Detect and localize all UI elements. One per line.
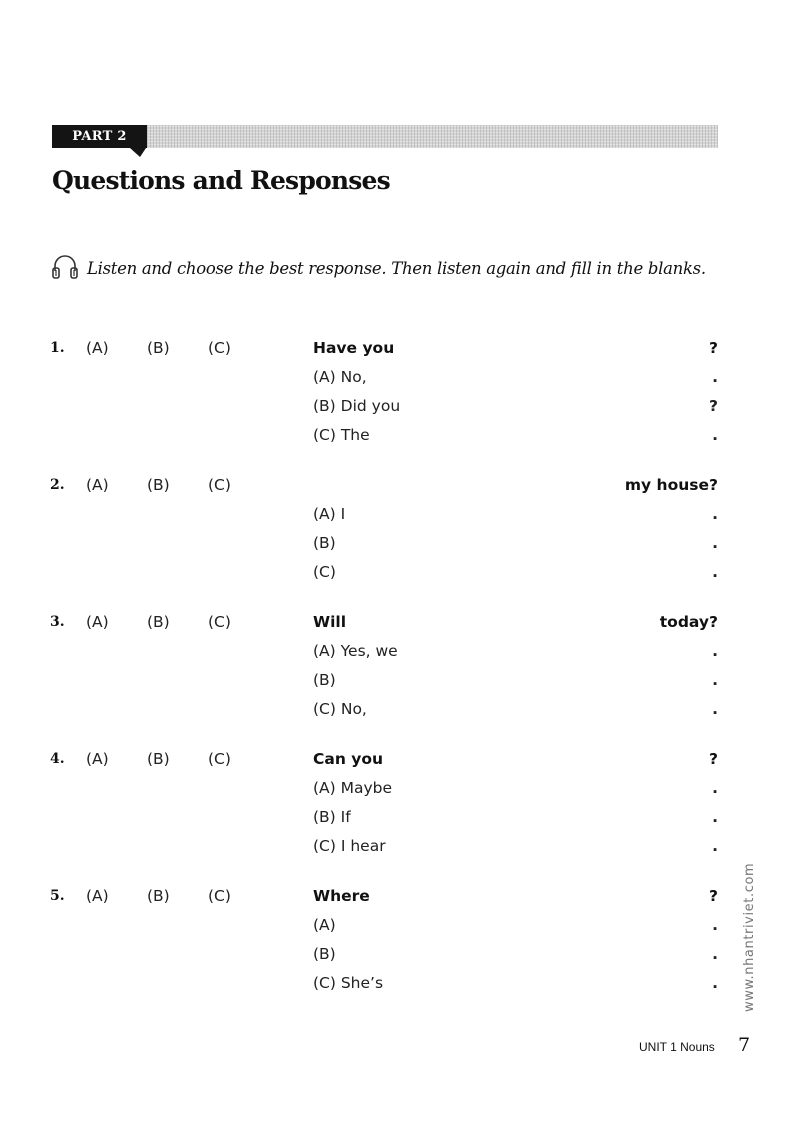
response-option-text: (C) I hear	[313, 837, 386, 855]
banner-tail	[130, 148, 146, 157]
response-option-text: (A)	[313, 916, 336, 934]
question-number: 5.	[50, 888, 65, 904]
response-option	[313, 366, 718, 388]
response-option-end: .	[712, 945, 718, 963]
part-label: PART 2	[52, 125, 147, 148]
question-stem-end: ?	[709, 339, 718, 357]
question-stem-text: Can you	[313, 750, 384, 768]
response-option-end: ?	[709, 397, 718, 415]
answer-choice-c[interactable]: (C)	[208, 887, 231, 905]
answer-choice-c[interactable]: (C)	[208, 613, 231, 631]
question-number: 2.	[50, 477, 65, 493]
response-option-end: .	[712, 426, 718, 444]
response-option-end: .	[712, 974, 718, 992]
answer-choice-a[interactable]: (A)	[86, 339, 109, 357]
response-option	[313, 806, 718, 828]
response-option	[313, 503, 718, 525]
response-option-text: (A) No,	[313, 368, 367, 386]
response-option-text: (B)	[313, 534, 336, 552]
answer-choice-a[interactable]: (A)	[86, 750, 109, 768]
response-option	[313, 943, 718, 965]
question-stem-text: Will	[313, 613, 347, 631]
answer-choice-b[interactable]: (B)	[147, 613, 170, 631]
watermark: www.nhantriviet.com	[742, 862, 757, 1012]
question-number: 1.	[50, 340, 65, 356]
response-option-text: (B)	[313, 945, 336, 963]
answer-choice-a[interactable]: (A)	[86, 887, 109, 905]
banner-strip	[147, 125, 718, 148]
response-option	[313, 532, 718, 554]
answer-choice-b[interactable]: (B)	[147, 339, 170, 357]
question-stem-end: my house?	[624, 476, 718, 494]
question-number: 3.	[50, 614, 65, 630]
instruction-text: Listen and choose the best response. Then listen again and fill in the blanks.	[87, 259, 706, 278]
response-option	[313, 669, 718, 691]
response-option	[313, 395, 718, 417]
response-option-end: .	[712, 368, 718, 386]
response-option-text: (A) Yes, we	[313, 642, 398, 660]
headphones-icon	[50, 254, 80, 280]
question-stem-text: Where	[313, 887, 370, 905]
answer-choice-b[interactable]: (B)	[147, 750, 170, 768]
response-option-end: .	[712, 563, 718, 581]
question-stem-text: Have you	[313, 339, 395, 357]
response-option-end: .	[712, 700, 718, 718]
response-option-end: .	[712, 534, 718, 552]
response-option-end: .	[712, 916, 718, 934]
response-option-text: (C) She’s	[313, 974, 384, 992]
response-option-text: (B) If	[313, 808, 351, 826]
response-option	[313, 424, 718, 446]
response-option-text: (A) Maybe	[313, 779, 393, 797]
question-stem	[313, 748, 718, 770]
response-option	[313, 914, 718, 936]
question-stem-end: ?	[709, 887, 718, 905]
part-banner	[52, 122, 718, 152]
question-stem	[313, 337, 718, 359]
page-title: Questions and Responses	[52, 166, 390, 195]
response-option-end: .	[712, 808, 718, 826]
response-option-text: (B)	[313, 671, 336, 689]
response-option-end: .	[712, 505, 718, 523]
response-option	[313, 777, 718, 799]
response-option-end: .	[712, 779, 718, 797]
question-stem	[313, 474, 718, 496]
response-option	[313, 835, 718, 857]
answer-choice-c[interactable]: (C)	[208, 339, 231, 357]
footer-unit: UNIT 1 Nouns	[639, 1040, 715, 1054]
response-option-text: (C)	[313, 563, 336, 581]
question-stem	[313, 611, 718, 633]
answer-choice-c[interactable]: (C)	[208, 750, 231, 768]
response-option-end: .	[712, 642, 718, 660]
response-option-text: (C) The	[313, 426, 370, 444]
answer-choice-c[interactable]: (C)	[208, 476, 231, 494]
response-option	[313, 698, 718, 720]
response-option-end: .	[712, 671, 718, 689]
response-option	[313, 640, 718, 662]
response-option-text: (C) No,	[313, 700, 367, 718]
response-option	[313, 972, 718, 994]
answer-choice-a[interactable]: (A)	[86, 613, 109, 631]
response-option-text: (B) Did you	[313, 397, 401, 415]
question-number: 4.	[50, 751, 65, 767]
question-stem-end: today?	[659, 613, 718, 631]
response-option-text: (A) I	[313, 505, 346, 523]
response-option	[313, 561, 718, 583]
response-option-end: .	[712, 837, 718, 855]
page-number: 7	[738, 1034, 751, 1056]
question-stem	[313, 885, 718, 907]
answer-choice-b[interactable]: (B)	[147, 887, 170, 905]
answer-choice-a[interactable]: (A)	[86, 476, 109, 494]
answer-choice-b[interactable]: (B)	[147, 476, 170, 494]
question-stem-end: ?	[709, 750, 718, 768]
